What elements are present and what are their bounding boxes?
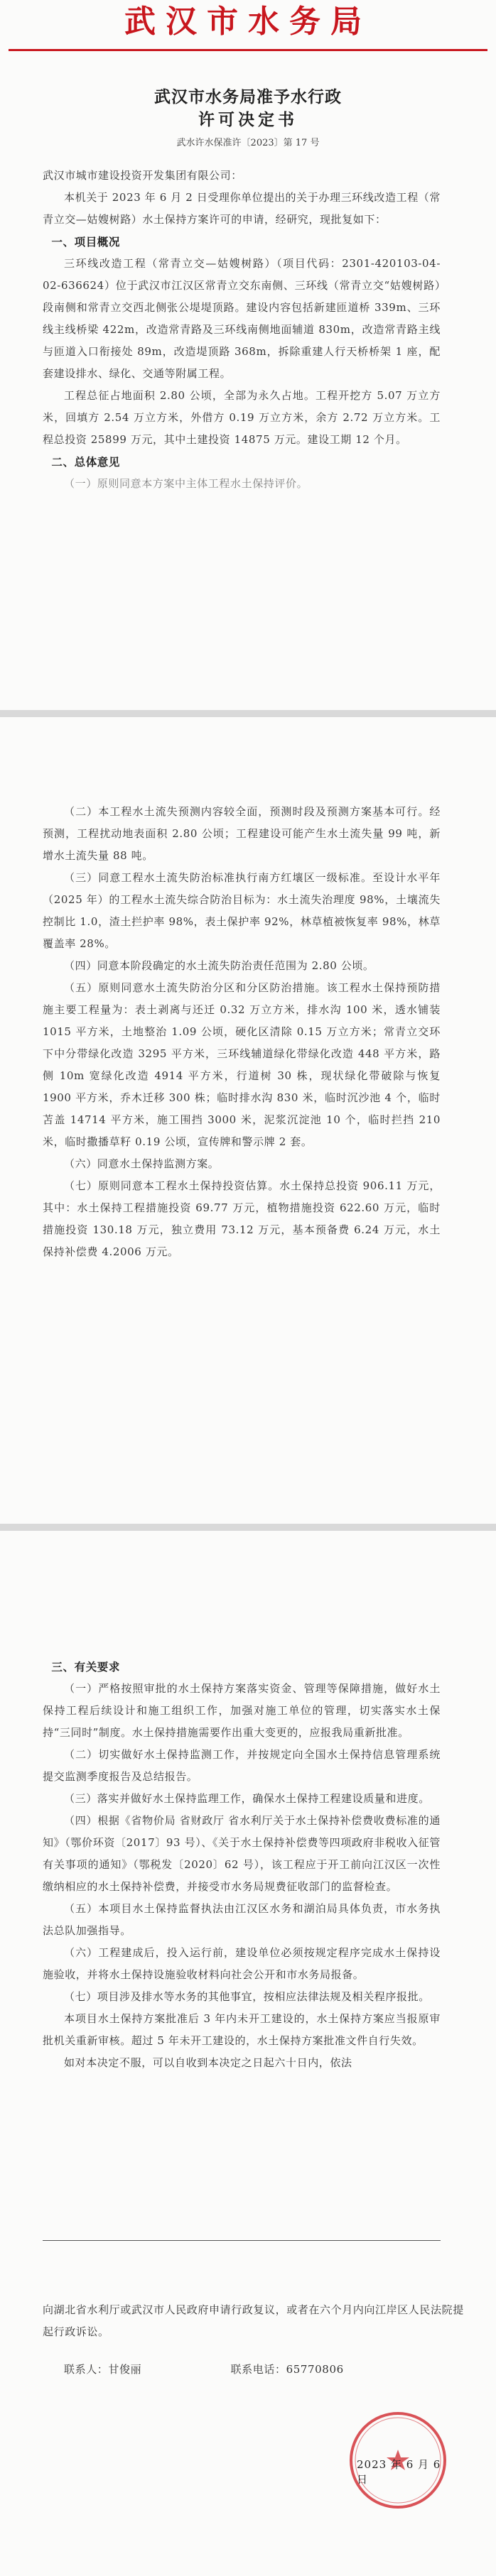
opinion-5: （五）原则同意水土流失防治分区和分区防治措施。该工程水土保持预防措施主要工程量为：表土剥离与还迁 0.32 万立方米，排水沟 100 米，透水铺装 1015 平方米，土地整治 1.09 公顷，硬化区清除 0.15 万立方米；常青立交环下中分带绿化改造 3295 平方米，三环线辅道绿化带绿化改造 448 平方米，路侧 10m 宽绿化改造 4914 平方米，行道树 30 株，现状绿化带破除与恢复 1900 平方米，乔木迁移 300 株；临时排水沟 830 米，临时沉沙池 4 个，临时苫盖 14714 平方米，施工围挡 3000 米，泥浆沉淀池 10 个，临时拦挡 210 米，临时撒播草籽 0.19 公顷，宣传牌和警示牌 2 套。 [43,981,441,1148]
section-heading-1: 一、项目概况 [51,235,120,249]
closing-text: 向湖北省水利厅或武汉市人民政府申请行政复议，或者在六个月内向江岸区人民法院提起行政诉讼。 [43,2303,464,2338]
opinion-6: （六）同意水土保持监测方案。 [64,1157,220,1170]
doc-title-line-1: 武汉市水务局准予水行政 [154,87,342,107]
page-break-rule [43,2240,441,2241]
contact-person: 联系人：甘俊丽 [64,2363,142,2376]
page1-body [43,165,441,495]
opinion-3: （三）同意工程水土流失防治标准执行南方红壤区一级标准。至设计水平年（2025 年）的工程水土流失综合防治目标为：水土流失治理度 98%，土壤流失控制比 1.0，渣土拦护率 98%，表土保护率 92%，林草植被恢复率 98%，林草覆盖率 28%。 [43,871,441,950]
intro-paragraph: 本机关于 2023 年 6 月 2 日受理你单位提出的关于办理三环线改造工程（常青立交—姑嫂树路）水土保持方案许可的申请，经研究，现批复如下： [43,191,441,226]
issue-date: 2023 年 6 月 6 日 [357,2458,441,2486]
requirement-7: （七）项目涉及排水等水务的其他事宜，按相应法律法规及相关程序报批。 [64,1990,430,2003]
contact-phone: 联系电话：65770806 [230,2363,344,2376]
appeal-paragraph: 如对本决定不服，可以自收到本决定之日起六十日内，依法 [64,2056,352,2069]
closing-paragraph [43,2299,469,2343]
section-heading-3: 三、有关要求 [51,1660,120,1674]
opinion-7: （七）原则同意本工程水土保持投资估算。水土保持总投资 906.11 万元，其中：水土保持工程措施投资 69.77 万元，植物措施投资 622.60 万元，临时措施投资 130.18 万元，独立费用 73.12 万元，基本预备费 6.24 万元，水土保持补偿费 4.2006 万元。 [43,1179,441,1258]
requirement-4: （四）根据《省物价局 省财政厅 省水利厅关于水土保持补偿费收费标准的通知》（鄂价环资〔2017〕93 号）、《关于水土保持补偿费等四项政府非税收入征管有关事项的通知》（鄂税发〔2020〕62 号），该工程应于开工前向江汉区一次性缴纳相应的水土保持补偿费，并接受市水务局规费征收部门的监督检查。 [43,1814,441,1893]
official-seal [341,2407,455,2514]
doc-title-line-2: 许可决定书 [198,110,298,129]
letterhead-banner: 武汉市水务局 [124,4,372,40]
letterhead-red-rule [9,49,487,51]
requirement-5: （五）本项目水土保持监督执法由江汉区水务和湖泊局具体负责，市水务执法总队加强指导。 [43,1902,441,1937]
cost-paragraph: 工程总征占地面积 2.80 公顷，全部为永久占地。工程开挖方 5.07 万立方米，回填方 2.54 万立方米，外借方 0.19 万立方米，余方 2.72 万立方米。工程总投资 25899 万元，其中土建投资 14875 万元。建设工期 12 个月。 [43,389,441,446]
section-heading-2: 二、总体意见 [51,455,120,469]
opinion-1: （一）原则同意本方案中主体工程水土保持评价。 [64,477,308,490]
requirement-6: （六）工程建成后，投入运行前，建设单位必须按规定程序完成水土保持设施验收，并将水土保持设施验收材料向社会公开和市水务局报备。 [43,1946,441,1981]
page3-body [43,1656,441,2074]
requirement-2: （二）切实做好水土保持监测工作，并按规定向全国水土保持信息管理系统提交监测季度报告及总结报告。 [43,1748,441,1783]
validity-paragraph: 本项目水土保持方案批准后 3 年内未开工建设的，水土保持方案应当报原审批机关重新审核。超过 5 年未开工建设的，水土保持方案批准文件自行失效。 [43,2012,441,2047]
opinion-4: （四）同意本阶段确定的水土流失防治责任范围为 2.80 公顷。 [64,959,374,972]
requirement-1: （一）严格按照审批的水土保持方案落实资金、管理等保障措施，做好水土保持工程后续设计和施工组织工作，加强对施工单位的管理，切实落实水土保持“三同时”制度。水土保持措施需要作出重大变更的，应报我局重新批准。 [43,1682,441,1739]
page2-body [43,801,441,1263]
contact-line [64,2362,344,2376]
document-page-1 [0,0,496,710]
recipient: 武汉市城市建设投资开发集团有限公司： [43,169,242,182]
opinion-2: （二）本工程水土流失预测内容较全面，预测时段及预测方案基本可行。经预测，工程扰动地表面积 2.80 公顷；工程建设可能产生水土流失量 99 吨，新增水土流失量 88 吨。 [43,805,441,862]
doc-number: 武水许水保准许〔2023〕第 17 号 [176,138,320,148]
requirement-3: （三）落实并做好水土保持监理工作，确保水土保持工程建设质量和进度。 [64,1792,430,1805]
overview-paragraph: 三环线改造工程（常青立交—姑嫂树路）（项目代码：2301-420103-04-02-636624）位于武汉市江汉区常青立交东南侧、三环线（常青立交“姑嫂树路）段南侧和常青立交西北侧张公堤堤顶路。建设内容包括新建匝道桥 339m、三环线主线桥梁 422m，改造常青路及三环线南侧地面辅道 830m，改造常青路主线与匝道入口衔接处 89m，改造堤顶路 368m，拆除重建人行天桥桥架 1 座，配套建设排水、绿化、交通等附属工程。 [43,257,441,380]
